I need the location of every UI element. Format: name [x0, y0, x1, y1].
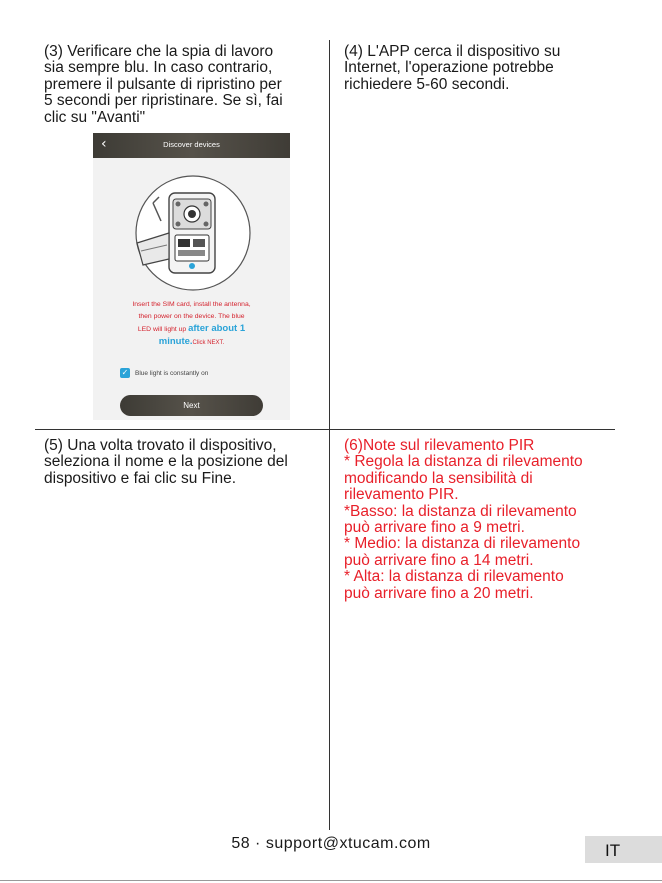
column-divider-vertical	[329, 40, 330, 830]
text-line: richiedere 5-60 secondi.	[344, 75, 510, 93]
bottom-rule	[0, 880, 662, 881]
text-line: rilevamento PIR.	[344, 486, 459, 504]
message-highlight: minute.	[158, 336, 193, 347]
message-line: Insert the SIM card, install the antenna,	[132, 301, 251, 308]
camera-illustration-icon	[133, 173, 253, 293]
text-line: Internet, l'operazione potrebbe	[344, 59, 554, 77]
text-line: può arrivare fino a 9 metri.	[344, 519, 525, 537]
text-line: clic su "Avanti"	[44, 108, 146, 126]
back-arrow-icon[interactable]: ‹	[101, 136, 107, 152]
next-button[interactable]: Next	[120, 395, 263, 416]
message-text: LED will light up	[137, 326, 187, 333]
text-line: * Alta: la distanza di rilevamento	[344, 568, 564, 586]
text-line: *Basso: la distanza di rilevamento	[344, 502, 577, 520]
page-footer: 58 · support@xtucam.com	[231, 835, 431, 852]
step-3-text	[44, 44, 324, 126]
step-5-text	[44, 438, 324, 487]
message-text: Click NEXT.	[192, 340, 225, 346]
message-line: then power on the device. The blue	[138, 313, 245, 320]
text-line: (3) Verificare che la spia di lavoro	[44, 43, 274, 60]
text-line: (6)Note sul rilevamento PIR	[344, 437, 535, 454]
text-line: 5 secondi per ripristinare. Se sì, fai	[44, 92, 283, 110]
phone-screenshot	[93, 133, 290, 420]
phone-header	[93, 133, 290, 158]
instruction-message	[103, 299, 280, 349]
text-line: può arrivare fino a 20 metri.	[344, 584, 534, 602]
checkbox-checked-icon[interactable]: ✓	[121, 368, 129, 377]
text-line: (4) L'APP cerca il dispositivo su	[344, 43, 561, 60]
text-line: può arrivare fino a 14 metri.	[344, 551, 534, 569]
language-badge: IT	[585, 836, 662, 863]
checkbox-label: Blue light is constantly on	[135, 369, 209, 377]
text-line: * Regola la distanza di rilevamento	[344, 453, 583, 471]
text-line: seleziona il nome e la posizione del	[44, 453, 288, 471]
blue-light-checkbox-row[interactable]	[120, 368, 208, 378]
phone-title: Discover devices	[163, 140, 220, 149]
message-line	[103, 336, 280, 349]
text-line: * Medio: la distanza di rilevamento	[344, 535, 581, 553]
text-line: (5) Una volta trovato il dispositivo,	[44, 437, 277, 454]
text-line: sia sempre blu. In caso contrario,	[44, 59, 273, 77]
text-line: dispositivo e fai clic su Fine.	[44, 469, 237, 487]
text-line: premere il pulsante di ripristino per	[44, 75, 282, 93]
step-6-pir-notes	[344, 438, 619, 602]
message-highlight: after about 1	[188, 323, 246, 334]
row-divider-horizontal	[35, 429, 615, 430]
step-4-text	[344, 44, 614, 93]
text-line: modificando la sensibilità di	[344, 469, 533, 487]
message-line	[103, 323, 280, 336]
